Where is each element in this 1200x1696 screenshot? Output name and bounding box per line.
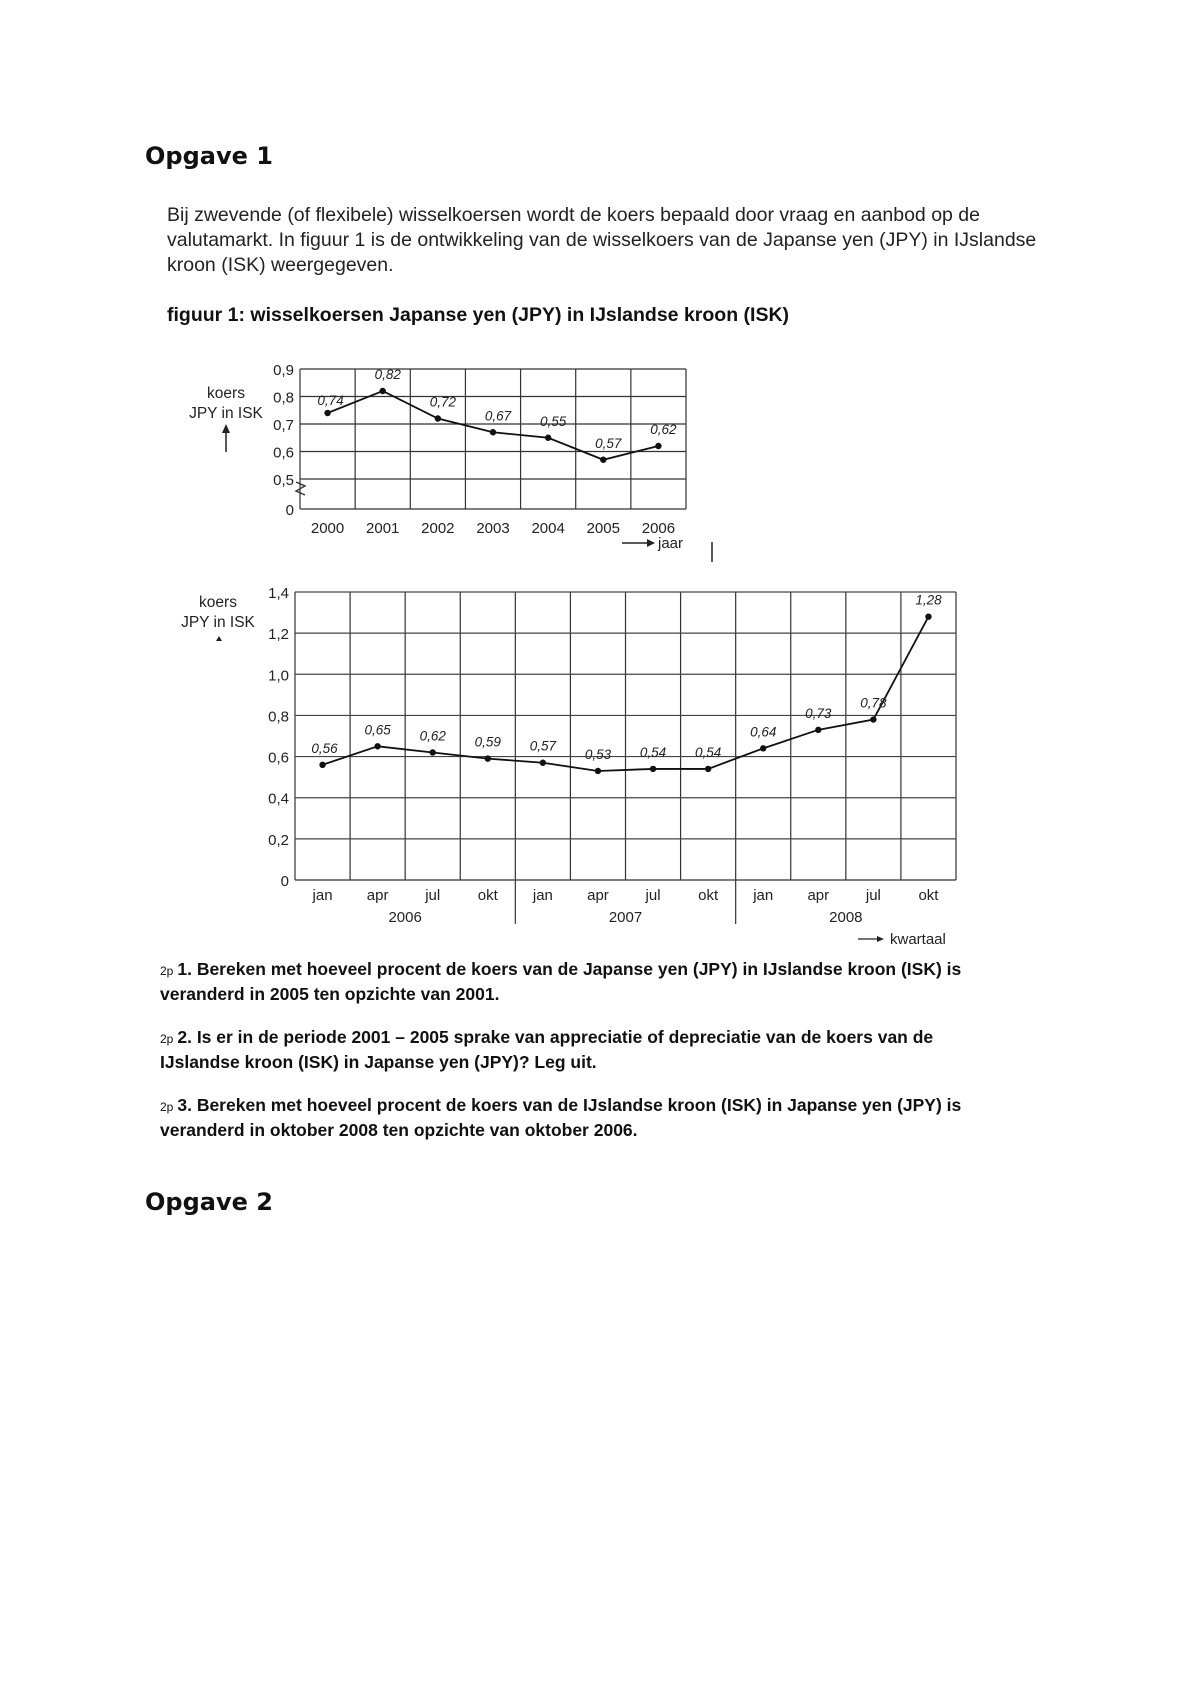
question-points: 2p xyxy=(160,1032,174,1046)
data-label: 0,82 xyxy=(374,367,401,382)
year-group-label: 2008 xyxy=(829,909,863,926)
question-text: 2. Is er in de periode 2001 – 2005 sprake van appreciatie of depreciatie van de koers van de IJslandse kroon (ISK) in Japanse yen (JPY)? Leg uit. xyxy=(160,1027,934,1072)
year-group-label: 2006 xyxy=(388,909,422,926)
y-axis-label: koers xyxy=(199,594,237,611)
y-tick-label: 0 xyxy=(280,873,289,890)
y-tick-label: 1,2 xyxy=(268,626,289,644)
data-label: 0,57 xyxy=(595,435,622,451)
y-tick-label: 0,4 xyxy=(268,790,289,808)
data-point xyxy=(490,429,496,435)
y-tick-label: 1,0 xyxy=(268,667,289,685)
y-tick-label: 1,4 xyxy=(268,585,289,602)
y-axis-label: JPY in ISK xyxy=(189,405,263,422)
y-axis-label: JPY in ISK xyxy=(181,614,255,631)
y-tick-label: 0,9 xyxy=(273,362,294,379)
data-label: 0,73 xyxy=(805,705,832,721)
x-axis-label: jaar xyxy=(658,535,684,552)
data-point xyxy=(545,435,551,441)
section-heading-opgave-2: Opgave 2 xyxy=(145,1188,273,1216)
x-tick-label: 2005 xyxy=(586,520,620,537)
question-3 xyxy=(160,1094,1000,1142)
question-2 xyxy=(160,1026,1000,1074)
x-tick-label: jan xyxy=(532,887,553,904)
figure-title: figuur 1: wisselkoersen Japanse yen (JPY) in IJslandse kroon (ISK) xyxy=(167,304,790,326)
data-point xyxy=(925,613,931,619)
x-tick-label: jul xyxy=(865,887,881,904)
data-point xyxy=(705,766,711,772)
data-label: 0,54 xyxy=(639,744,667,760)
x-axis-arrowhead xyxy=(877,936,884,942)
data-label: 0,62 xyxy=(650,422,677,437)
y-tick-label: 0,5 xyxy=(273,472,294,489)
data-label: 0,65 xyxy=(364,722,391,738)
x-tick-label: jul xyxy=(645,887,661,904)
y-axis-label: koers xyxy=(207,385,245,402)
data-point xyxy=(655,443,661,449)
data-point xyxy=(600,457,606,463)
question-points: 2p xyxy=(160,1100,174,1114)
question-points: 2p xyxy=(160,964,174,978)
y-axis-arrowhead xyxy=(222,424,230,433)
data-label: 0,57 xyxy=(529,738,557,754)
data-label: 0,64 xyxy=(750,724,777,740)
data-label: 0,62 xyxy=(419,728,446,744)
data-label: 0,59 xyxy=(474,734,501,750)
x-tick-label: 2002 xyxy=(421,520,455,537)
x-tick-label: okt xyxy=(698,887,719,904)
data-point xyxy=(485,755,491,761)
data-point xyxy=(319,762,325,768)
data-label: 0,72 xyxy=(429,394,456,410)
y-tick-label: 0,8 xyxy=(268,708,289,726)
question-text: 1. Bereken met hoeveel procent de koers van de Japanse yen (JPY) in IJslandse kroon (ISK) is veranderd in 2005 ten opzichte van 2001. xyxy=(160,959,962,1004)
intro-paragraph: Bij zwevende (of flexibele) wisselkoersen wordt de koers bepaald door vraag en aanbod op de valutamarkt. In figuur 1 is de ontwikkeling van de wisselkoers van de Japanse yen (JPY) in IJslandse kroon (ISK) weergegeven. xyxy=(167,204,1037,276)
y-tick-label: 0,6 xyxy=(273,444,294,462)
y-tick-label: 0 xyxy=(285,502,294,519)
axis-break-mark xyxy=(296,482,305,495)
data-label: 0,74 xyxy=(317,393,344,408)
data-point xyxy=(815,727,821,733)
x-tick-label: 2006 xyxy=(641,520,676,537)
data-point xyxy=(435,415,441,421)
section-heading-opgave-1: Opgave 1 xyxy=(145,142,273,170)
x-tick-label: jul xyxy=(425,887,441,904)
x-axis-label: kwartaal xyxy=(890,931,946,948)
question-text: 3. Bereken met hoeveel procent de koers van de IJslandse kroon (ISK) in Japanse yen (JPY) is veranderd in oktober 2008 ten opzichte van oktober 2006. xyxy=(160,1095,962,1140)
x-axis-arrowhead xyxy=(647,539,655,547)
data-point xyxy=(650,766,656,772)
y-tick-label: 0,8 xyxy=(273,389,294,407)
data-point xyxy=(760,745,766,751)
data-label: 1,28 xyxy=(915,592,942,608)
data-label: 0,53 xyxy=(584,746,612,762)
x-tick-label: jan xyxy=(753,887,774,904)
chart-yearly-exchange-rate xyxy=(0,360,720,560)
data-label: 0,54 xyxy=(694,744,722,760)
y-tick-label: 0,6 xyxy=(268,749,289,767)
data-label: 0,56 xyxy=(311,740,338,756)
data-point xyxy=(870,716,876,722)
y-tick-label: 0,2 xyxy=(268,831,289,849)
data-point xyxy=(430,749,436,755)
x-tick-label: okt xyxy=(477,887,498,904)
chart-quarterly-exchange-rate xyxy=(0,580,980,960)
data-label: 0,55 xyxy=(540,413,567,429)
x-tick-label: okt xyxy=(918,887,939,904)
y-axis-arrowhead xyxy=(216,636,222,641)
x-tick-label: 2003 xyxy=(476,520,510,537)
year-group-label: 2007 xyxy=(608,909,643,926)
x-tick-label: apr xyxy=(587,887,609,904)
data-label: 0,67 xyxy=(484,408,512,424)
x-tick-label: 2000 xyxy=(310,520,345,537)
data-point xyxy=(374,743,380,749)
x-tick-label: 2004 xyxy=(531,520,565,537)
data-point xyxy=(595,768,601,774)
x-tick-label: jan xyxy=(312,887,333,904)
data-point xyxy=(324,410,330,416)
x-tick-label: apr xyxy=(807,887,830,904)
question-1 xyxy=(160,958,1000,1006)
data-point xyxy=(540,760,546,766)
data-label: 0,78 xyxy=(860,695,887,711)
x-tick-label: 2001 xyxy=(366,520,400,537)
y-tick-label: 0,7 xyxy=(273,417,294,434)
data-point xyxy=(380,388,386,394)
x-tick-label: apr xyxy=(366,887,389,904)
